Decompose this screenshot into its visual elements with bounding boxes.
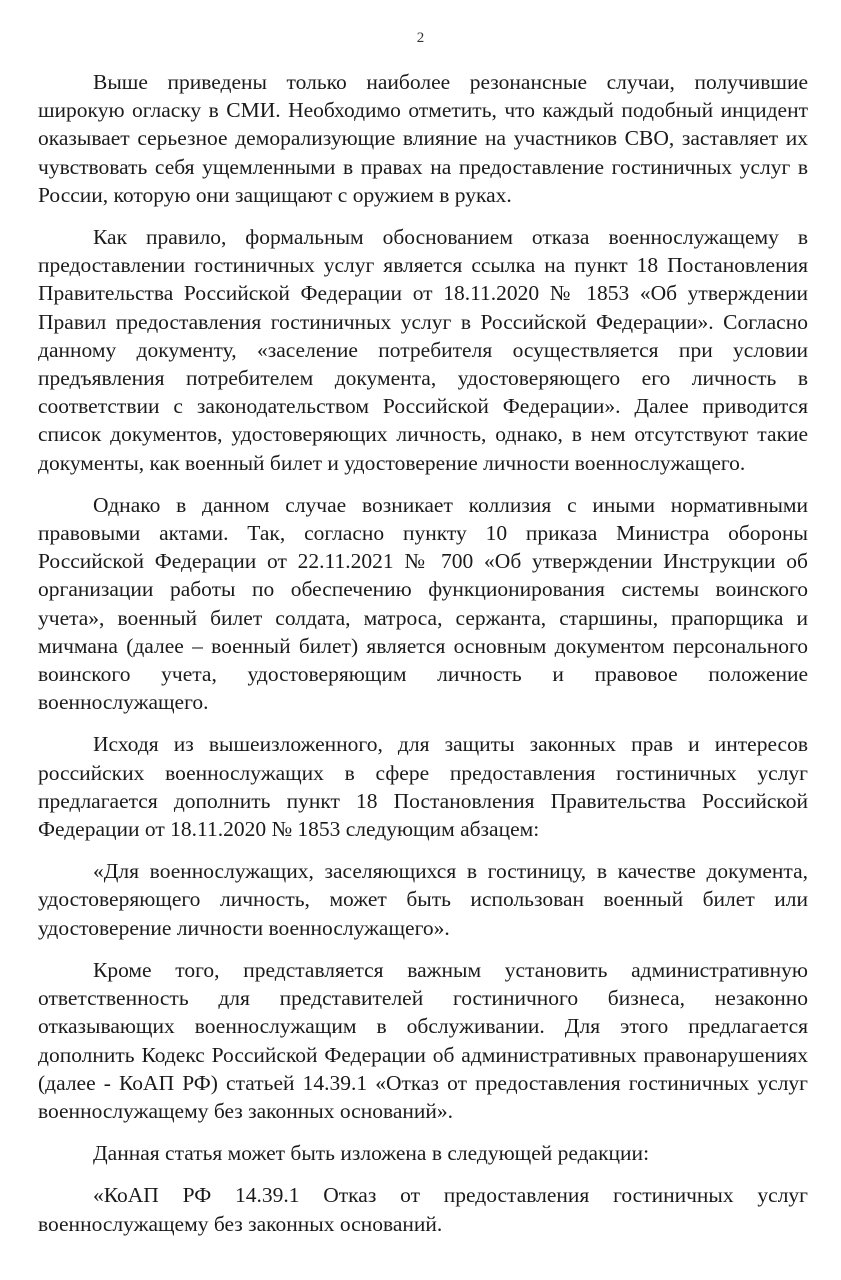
paragraph-article-title: «КоАП РФ 14.39.1 Отказ от предоставления гостиничных услуг военнослужащему без законных оснований. <box>38 1183 808 1236</box>
paragraph-intro: Выше приведены только наиболее резонансные случаи, получившие широкую огласку в СМИ. Необходимо отметить, что каждый подобный инцидент оказывает серьезное деморализующие влияние на участников СВО, заставляет их чувствовать себя ущемленными в правах на предоставление гостиничных услуг в России, которую они защищают с оружием в руках. <box>38 70 808 207</box>
paragraph-formal-grounds: Как правило, формальным обоснованием отказа военнослужащему в предоставлении гостиничных услуг является ссылка на пункт 18 Постановления Правительства Российской Федерации от 18.11.2020 № 1853 «Об утверждении Правил предоставления гостиничных услуг в Российской Федерации». Согласно данному документу, «заселение потребителя осуществляется при условии предъявления потребителем документа, удостоверяющего его личность в соответствии с законодательством Российской Федерации». Далее приводится список документов, удостоверяющих личность, однако, в нем отсутствуют такие документы, как военный билет и удостоверение личности военнослужащего. <box>38 225 808 475</box>
paragraph-collision: Однако в данном случае возникает коллизия с иными нормативными правовыми актами. Так, согласно пункту 10 приказа Министра обороны Российской Федерации от 22.11.2021 № 700 «Об утверждении Инструкции об организации работы по обеспечению функционирования системы воинского учета», военный билет солдата, матроса, сержанта, старшины, прапорщика и мичмана (далее – военный билет) является основным документом персонального воинского учета, удостоверяющим личность и правовое положение военнослужащего. <box>38 492 808 715</box>
paragraph-quote-amendment: «Для военнослужащих, заселяющихся в гостиницу, в качестве документа, удостоверяющего личность, может быть использован военный билет или удостоверение личности военнослужащего». <box>38 859 808 940</box>
page-number: 2 <box>416 30 425 46</box>
document-body <box>38 68 808 1252</box>
paragraph-administrative-liability: Кроме того, представляется важным установить административную ответственность для представителей гостиничного бизнеса, незаконно отказывающих военнослужащим в обслуживании. Для этого предлагается дополнить Кодекс Российской Федерации об административных правонарушениях (далее - КоАП РФ) статьей 14.39.1 «Отказ от предоставления гостиничных услуг военнослужащему без законных оснований». <box>38 957 808 1123</box>
paragraph-wording-intro: Данная статья может быть изложена в следующей редакции: <box>93 1141 650 1166</box>
paragraph-proposal: Исходя из вышеизложенного, для защиты законных прав и интересов российских военнослужащих в сфере предоставления гостиничных услуг предлагается дополнить пункт 18 Постановления Правительства Российской Федерации от 18.11.2020 № 1853 следующим абзацем: <box>38 732 808 842</box>
